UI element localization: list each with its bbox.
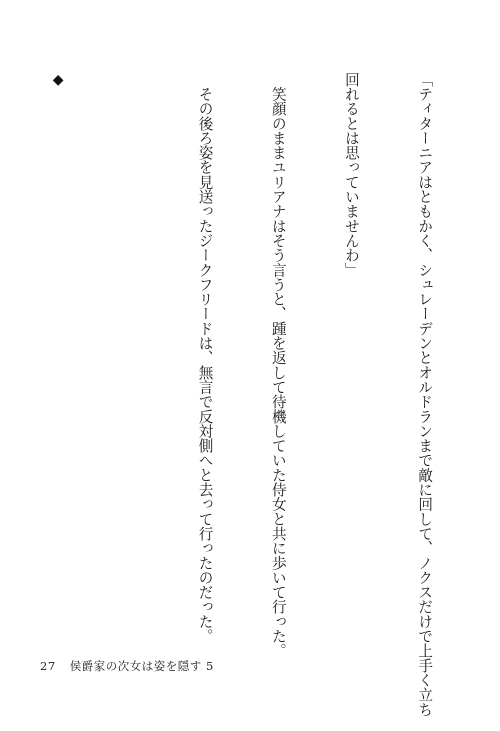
text-line-2: 回れるとは思っていませんわ」 — [342, 72, 360, 278]
diamond-icon: ◆ — [50, 72, 67, 89]
running-title: 侯爵家の次女は姿を隠す 5 — [69, 659, 214, 673]
text-line-3: 笑顔のままユリアナはそう言うと、踵を返して待機していた侍女と共に歩いて行った。 — [269, 72, 287, 658]
text-line-4: その後ろ姿を見送ったジークフリードは、無言で反対側へと去って行ったのだった。 — [196, 72, 214, 644]
section-break — [46, 72, 70, 642]
blank-line — [119, 72, 143, 642]
text-line-1: 「ティターニアはともかく、シュレーデンとオルドランまで敵に回して、ノクスだけで上手く立ち — [416, 72, 434, 717]
page-number: 27 — [40, 659, 56, 673]
page-footer — [40, 658, 214, 674]
